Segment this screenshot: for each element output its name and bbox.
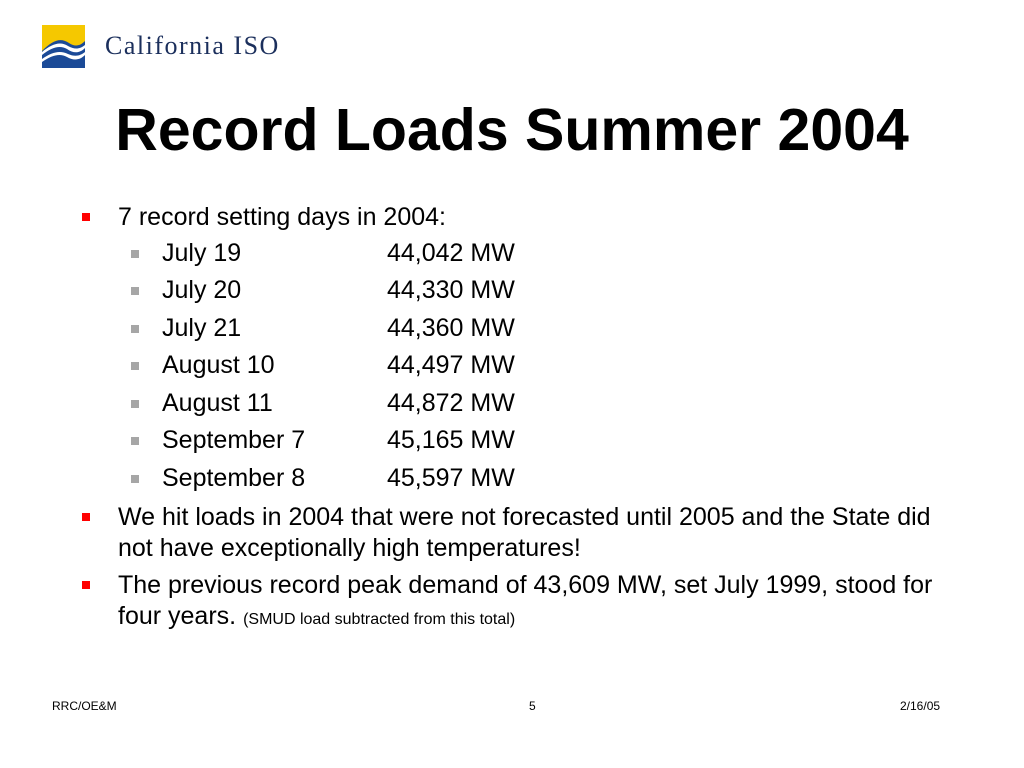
gray-square-bullet-icon (131, 250, 139, 258)
record-value: 44,042 MW (387, 239, 515, 267)
record-value: 45,165 MW (387, 426, 515, 454)
record-date: July 21 (162, 314, 242, 342)
record-date: September 7 (162, 426, 306, 454)
record-date: August 10 (162, 351, 275, 379)
gray-square-bullet-icon (131, 362, 139, 370)
red-square-bullet-icon (82, 581, 90, 589)
record-value: 44,360 MW (387, 314, 515, 342)
red-square-bullet-icon (82, 213, 90, 221)
record-value: 44,872 MW (387, 389, 515, 417)
california-iso-logo (42, 24, 280, 68)
bullet-text: We hit loads in 2004 that were not forecasted until 2005 and the State did not have exceptionally high temperatures! (118, 503, 931, 562)
record-item (162, 463, 515, 494)
record-date: July 19 (162, 239, 242, 267)
record-item (162, 388, 515, 419)
gray-square-bullet-icon (131, 325, 139, 333)
gray-square-bullet-icon (131, 287, 139, 295)
california-iso-logo-icon (42, 25, 85, 68)
record-value: 44,497 MW (387, 351, 515, 379)
record-date: July 20 (162, 276, 242, 304)
record-date: September 8 (162, 464, 306, 492)
bullet-text: 7 record setting days in 2004: (118, 203, 446, 231)
gray-square-bullet-icon (131, 437, 139, 445)
record-value: 44,330 MW (387, 276, 515, 304)
record-item (162, 425, 515, 456)
slide-title: Record Loads Summer 2004 (115, 97, 909, 163)
footer-left: RRC/OE&M (52, 699, 117, 713)
record-item (162, 350, 515, 381)
record-date: August 11 (162, 389, 273, 417)
record-item (162, 275, 515, 306)
record-item (162, 238, 515, 269)
page-number: 5 (529, 699, 536, 713)
bullet-forecast-note (118, 502, 938, 564)
gray-square-bullet-icon (131, 400, 139, 408)
gray-square-bullet-icon (131, 475, 139, 483)
smud-note: (SMUD load subtracted from this total) (243, 611, 516, 628)
bullet-record-days (118, 202, 938, 233)
red-square-bullet-icon (82, 513, 90, 521)
record-item (162, 313, 515, 344)
record-value: 45,597 MW (387, 464, 515, 492)
bullet-text: The previous record peak demand of 43,609 MW, set July 1999, stood for four years. (118, 571, 933, 630)
footer-date: 2/16/05 (900, 699, 941, 713)
logo-wordmark: California ISO (105, 31, 280, 60)
bullet-previous-record (118, 570, 938, 635)
